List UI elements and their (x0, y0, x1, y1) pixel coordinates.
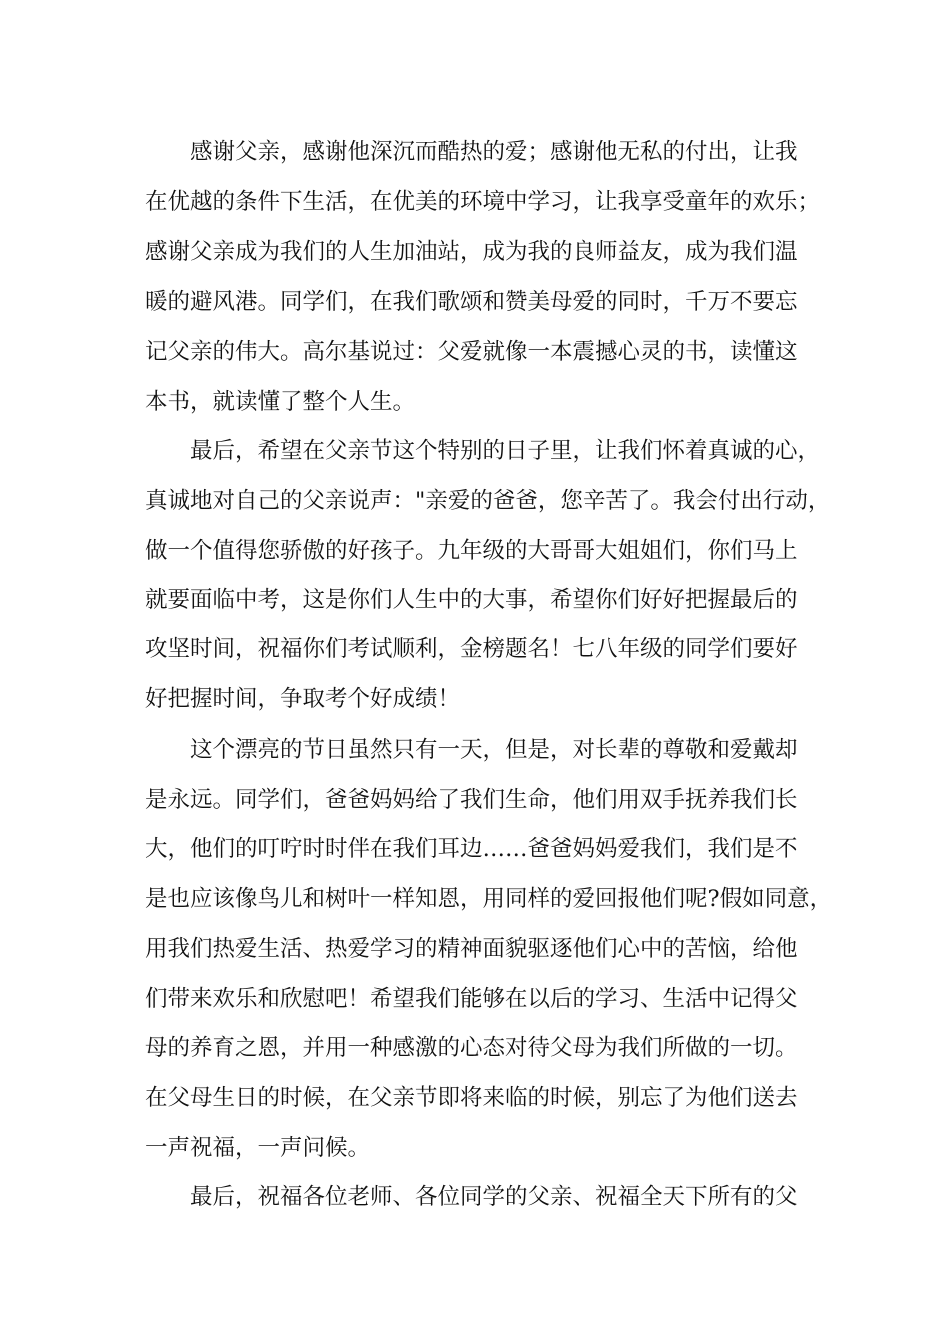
text-line: 真诚地对自己的父亲说声："亲爱的爸爸，您辛苦了。我会付出行动， (145, 488, 831, 514)
text-line: 暖的避风港。同学们，在我们歌颂和赞美母爱的同时，千万不要忘 (145, 289, 798, 315)
text-line: 记父亲的伟大。高尔基说过：父爱就像一本震撼心灵的书，读懂这 (145, 339, 798, 365)
text-line: 本书，就读懂了整个人生。 (145, 389, 416, 415)
text-line: 们带来欢乐和欣慰吧！希望我们能够在以后的学习、生活中记得父 (145, 986, 798, 1012)
text-line: 就要面临中考，这是你们人生中的大事，希望你们好好把握最后的 (145, 587, 798, 613)
text-line: 在优越的条件下生活，在优美的环境中学习，让我享受童年的欢乐； (145, 189, 821, 215)
text-line: 在父母生日的时候，在父亲节即将来临的时候，别忘了为他们送去 (145, 1085, 798, 1111)
text-line: 攻坚时间，祝福你们考试顺利，金榜题名！七八年级的同学们要好 (145, 636, 798, 662)
text-line: 是也应该像鸟儿和树叶一样知恩，用同样的爱回报他们呢?假如同意， (145, 886, 833, 912)
text-line: 一声祝福，一声问候。 (145, 1135, 371, 1161)
text-line: 最后，希望在父亲节这个特别的日子里，让我们怀着真诚的心， (190, 438, 821, 464)
text-line: 这个漂亮的节日虽然只有一天，但是，对长辈的尊敬和爱戴却 (190, 737, 798, 763)
text-line: 感谢父亲成为我们的人生加油站，成为我的良师益友，成为我们温 (145, 239, 798, 265)
text-line: 做一个值得您骄傲的好孩子。九年级的大哥哥大姐姐们，你们马上 (145, 538, 798, 564)
text-line: 感谢父亲，感谢他深沉而酷热的爱；感谢他无私的付出，让我 (190, 139, 798, 165)
text-line: 母的养育之恩，并用一种感激的心态对待父母为我们所做的一切。 (145, 1035, 798, 1061)
text-line: 大，他们的叮咛时时伴在我们耳边……爸爸妈妈爱我们，我们是不 (145, 836, 798, 862)
text-line: 是永远。同学们，爸爸妈妈给了我们生命，他们用双手抚养我们长 (145, 787, 798, 813)
text-line: 好把握时间，争取考个好成绩！ (145, 686, 461, 712)
text-line: 用我们热爱生活、热爱学习的精神面貌驱逐他们心中的苦恼，给他 (145, 936, 798, 962)
text-line: 最后，祝福各位老师、各位同学的父亲、祝福全天下所有的父 (190, 1184, 798, 1210)
